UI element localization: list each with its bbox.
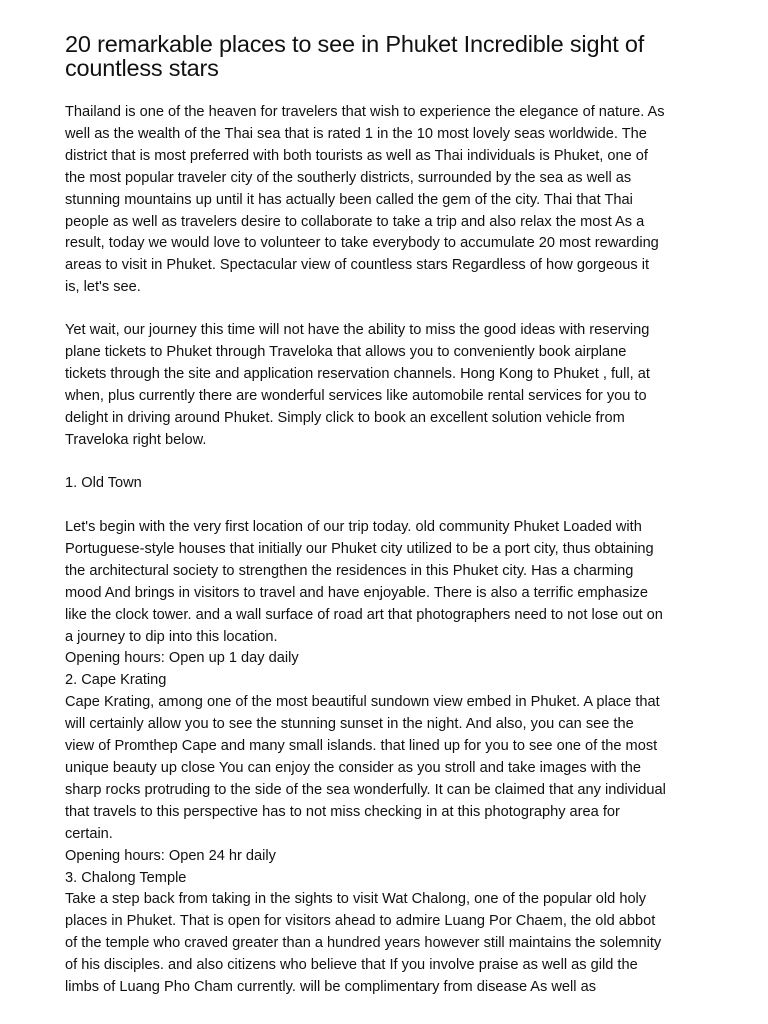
text-line: that travels to this perspective has to not miss checking in at this photography area for: [65, 803, 620, 820]
text-line: a journey to dip into this location.: [65, 628, 278, 645]
text-line: Traveloka right below.: [65, 431, 207, 448]
opening-hours: Opening hours: Open 24 hr daily: [65, 847, 276, 864]
text-line: when, plus currently there are wonderful services like automobile rental services for you to: [65, 387, 647, 404]
text-line: mood And brings in visitors to travel and have enjoyable. There is also a terrific emphasize: [65, 584, 648, 601]
text-line: places in Phuket. That is open for visitors ahead to admire Luang Por Chaem, the old abbot: [65, 913, 656, 930]
heading-text: 1. Old Town: [65, 475, 142, 491]
section-heading-old-town: [65, 473, 142, 495]
article-title: [65, 32, 725, 80]
text-line: unique beauty up close You can enjoy the consider as you stroll and take images with the: [65, 759, 642, 776]
text-line: Yet wait, our journey this time will not have the ability to miss the good ideas with reserving: [65, 322, 650, 338]
text-line: plane tickets to Phuket through Traveloka that allows you to conveniently book airplane: [65, 343, 627, 360]
text-line: sharp rocks protruding to the side of the sea wonderfully. It can be claimed that any individual: [65, 781, 666, 798]
text-line: tickets through the site and application reservation channels. Hong Kong to Phuket , full, at: [65, 365, 650, 382]
text-line: well as the wealth of the Thai sea that is rated 1 in the 10 most lovely seas worldwide. The: [65, 125, 647, 142]
title-line: countless stars: [65, 55, 219, 81]
text-line: stunning mountains up until it has actually been called the gem of the city. Thai that Thai: [65, 191, 633, 208]
text-line: Thailand is one of the heaven for travelers that wish to experience the elegance of nature. As: [65, 104, 665, 120]
section-heading: 2. Cape Krating: [65, 672, 167, 689]
text-line: of the temple who craved greater than a hundred years however still maintains the solemnity: [65, 935, 662, 952]
text-line: will certainly allow you to see the stunning sunset in the night. And also, you can see the: [65, 716, 634, 733]
text-line: people as well as travelers desire to collaborate to take a trip and also relax the most As a: [65, 213, 645, 230]
intro-paragraph: [65, 102, 725, 299]
places-paragraph: [65, 517, 725, 999]
text-line: the most popular traveler city of the southerly districts, surrounded by the sea as well as: [65, 169, 632, 186]
text-line: limbs of Luang Pho Cham currently. will be complimentary from disease As well as: [65, 979, 596, 996]
text-line: Let's begin with the very first location of our trip today. old community Phuket Loaded with: [65, 519, 642, 535]
text-line: Cape Krating, among one of the most beautiful sundown view embed in Phuket. A place that: [65, 694, 660, 711]
text-line: Portuguese-style houses that initially our Phuket city utilized to be a port city, thus obtaining: [65, 540, 654, 557]
text-line: areas to visit in Phuket. Spectacular view of countless stars Regardless of how gorgeous it: [65, 257, 650, 274]
text-line: result, today we would love to volunteer to take everybody to accumulate 20 most rewarding: [65, 235, 659, 252]
section-heading: 3. Chalong Temple: [65, 869, 187, 886]
text-line: district that is most preferred with both tourists as well as Thai individuals is Phuket, one of: [65, 147, 648, 164]
text-line: delight in driving around Phuket. Simply click to book an excellent solution vehicle from: [65, 409, 625, 426]
text-line: Take a step back from taking in the sights to visit Wat Chalong, one of the popular old holy: [65, 891, 647, 908]
traveloka-paragraph: [65, 320, 725, 451]
text-line: is, let's see.: [65, 279, 141, 296]
text-line: view of Promthep Cape and many small islands. that lined up for you to see one of the most: [65, 738, 658, 755]
text-line: like the clock tower. and a wall surface of road art that photographers need to not lose out on: [65, 606, 663, 623]
document-page: [65, 31, 725, 996]
opening-hours: Opening hours: Open up 1 day daily: [65, 650, 299, 667]
text-line: certain.: [65, 825, 113, 842]
text-line: the architectural society to strengthen the residences in this Phuket city. Has a charming: [65, 562, 634, 579]
title-line: 20 remarkable places to see in Phuket Incredible sight of: [65, 31, 645, 57]
text-line: of his disciples. and also citizens who believe that If you involve praise as well as gild the: [65, 957, 638, 974]
